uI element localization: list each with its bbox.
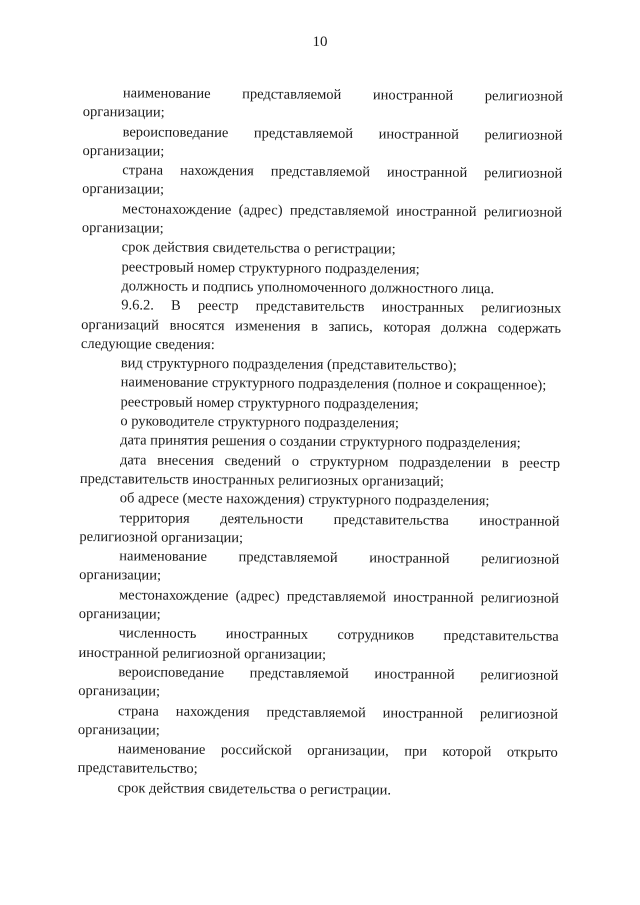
list-item: наименование представляемой иностранной религиозной организации; [82,85,563,121]
list-item: дата принятия решения о создании структурного подразделения; [120,432,521,452]
list-item: реестровый номер структурного подразделения; [121,258,420,278]
list-item: должность и подпись уполномоченного должностного лица. [121,278,495,298]
list-item: о руководителе структурного подразделения; [120,413,399,432]
list-item: срок действия свидетельства о регистрации; [121,239,396,258]
list-item: территория деятельности представительства иностранной религиозной организации; [79,509,560,547]
document-body [77,84,563,802]
list-item: вероисповедание представляемой иностранной религиозной организации; [78,664,559,700]
list-item: вид структурного подразделения (представительство); [120,355,457,375]
list-item: страна нахождения представляемой иностранной религиозной организации; [77,702,559,739]
list-item: местонахождение (адрес) представляемой иностранной религиозной организации; [81,201,563,237]
list-item: наименование представляемой иностранной религиозной организации; [79,548,560,585]
list-item: наименование структурного подразделения (полное и сокращенное); [120,374,547,395]
page-number: 10 [312,34,328,50]
list-item: наименование российской организации, при которой открыто представительство; [77,741,558,778]
list-item: страна нахождения представляемой иностранной религиозной организации; [82,162,563,199]
list-item: численность иностранных сотрудников представительства иностранной религиозной организации; [78,625,559,663]
list-item: дата внесения сведений о структурном подразделении в реестр представительств иностранных религиозных организаций; [79,451,561,490]
section-paragraph-9-6-2: 9.6.2. В реестр представительств иностранных религиозных организаций вносятся изменения в запись, которая должна содержать следующие сведения: [80,297,562,353]
list-item: об адресе (месте нахождения) структурного подразделения; [119,490,490,510]
list-item: срок действия свидетельства о регистрации. [117,779,392,799]
list-item: реестровый номер структурного подразделения; [120,394,419,413]
list-item: вероисповедание представляемой иностранной религиозной организации; [82,123,563,160]
list-item: местонахождение (адрес) представляемой иностранной религиозной организации; [78,587,560,623]
